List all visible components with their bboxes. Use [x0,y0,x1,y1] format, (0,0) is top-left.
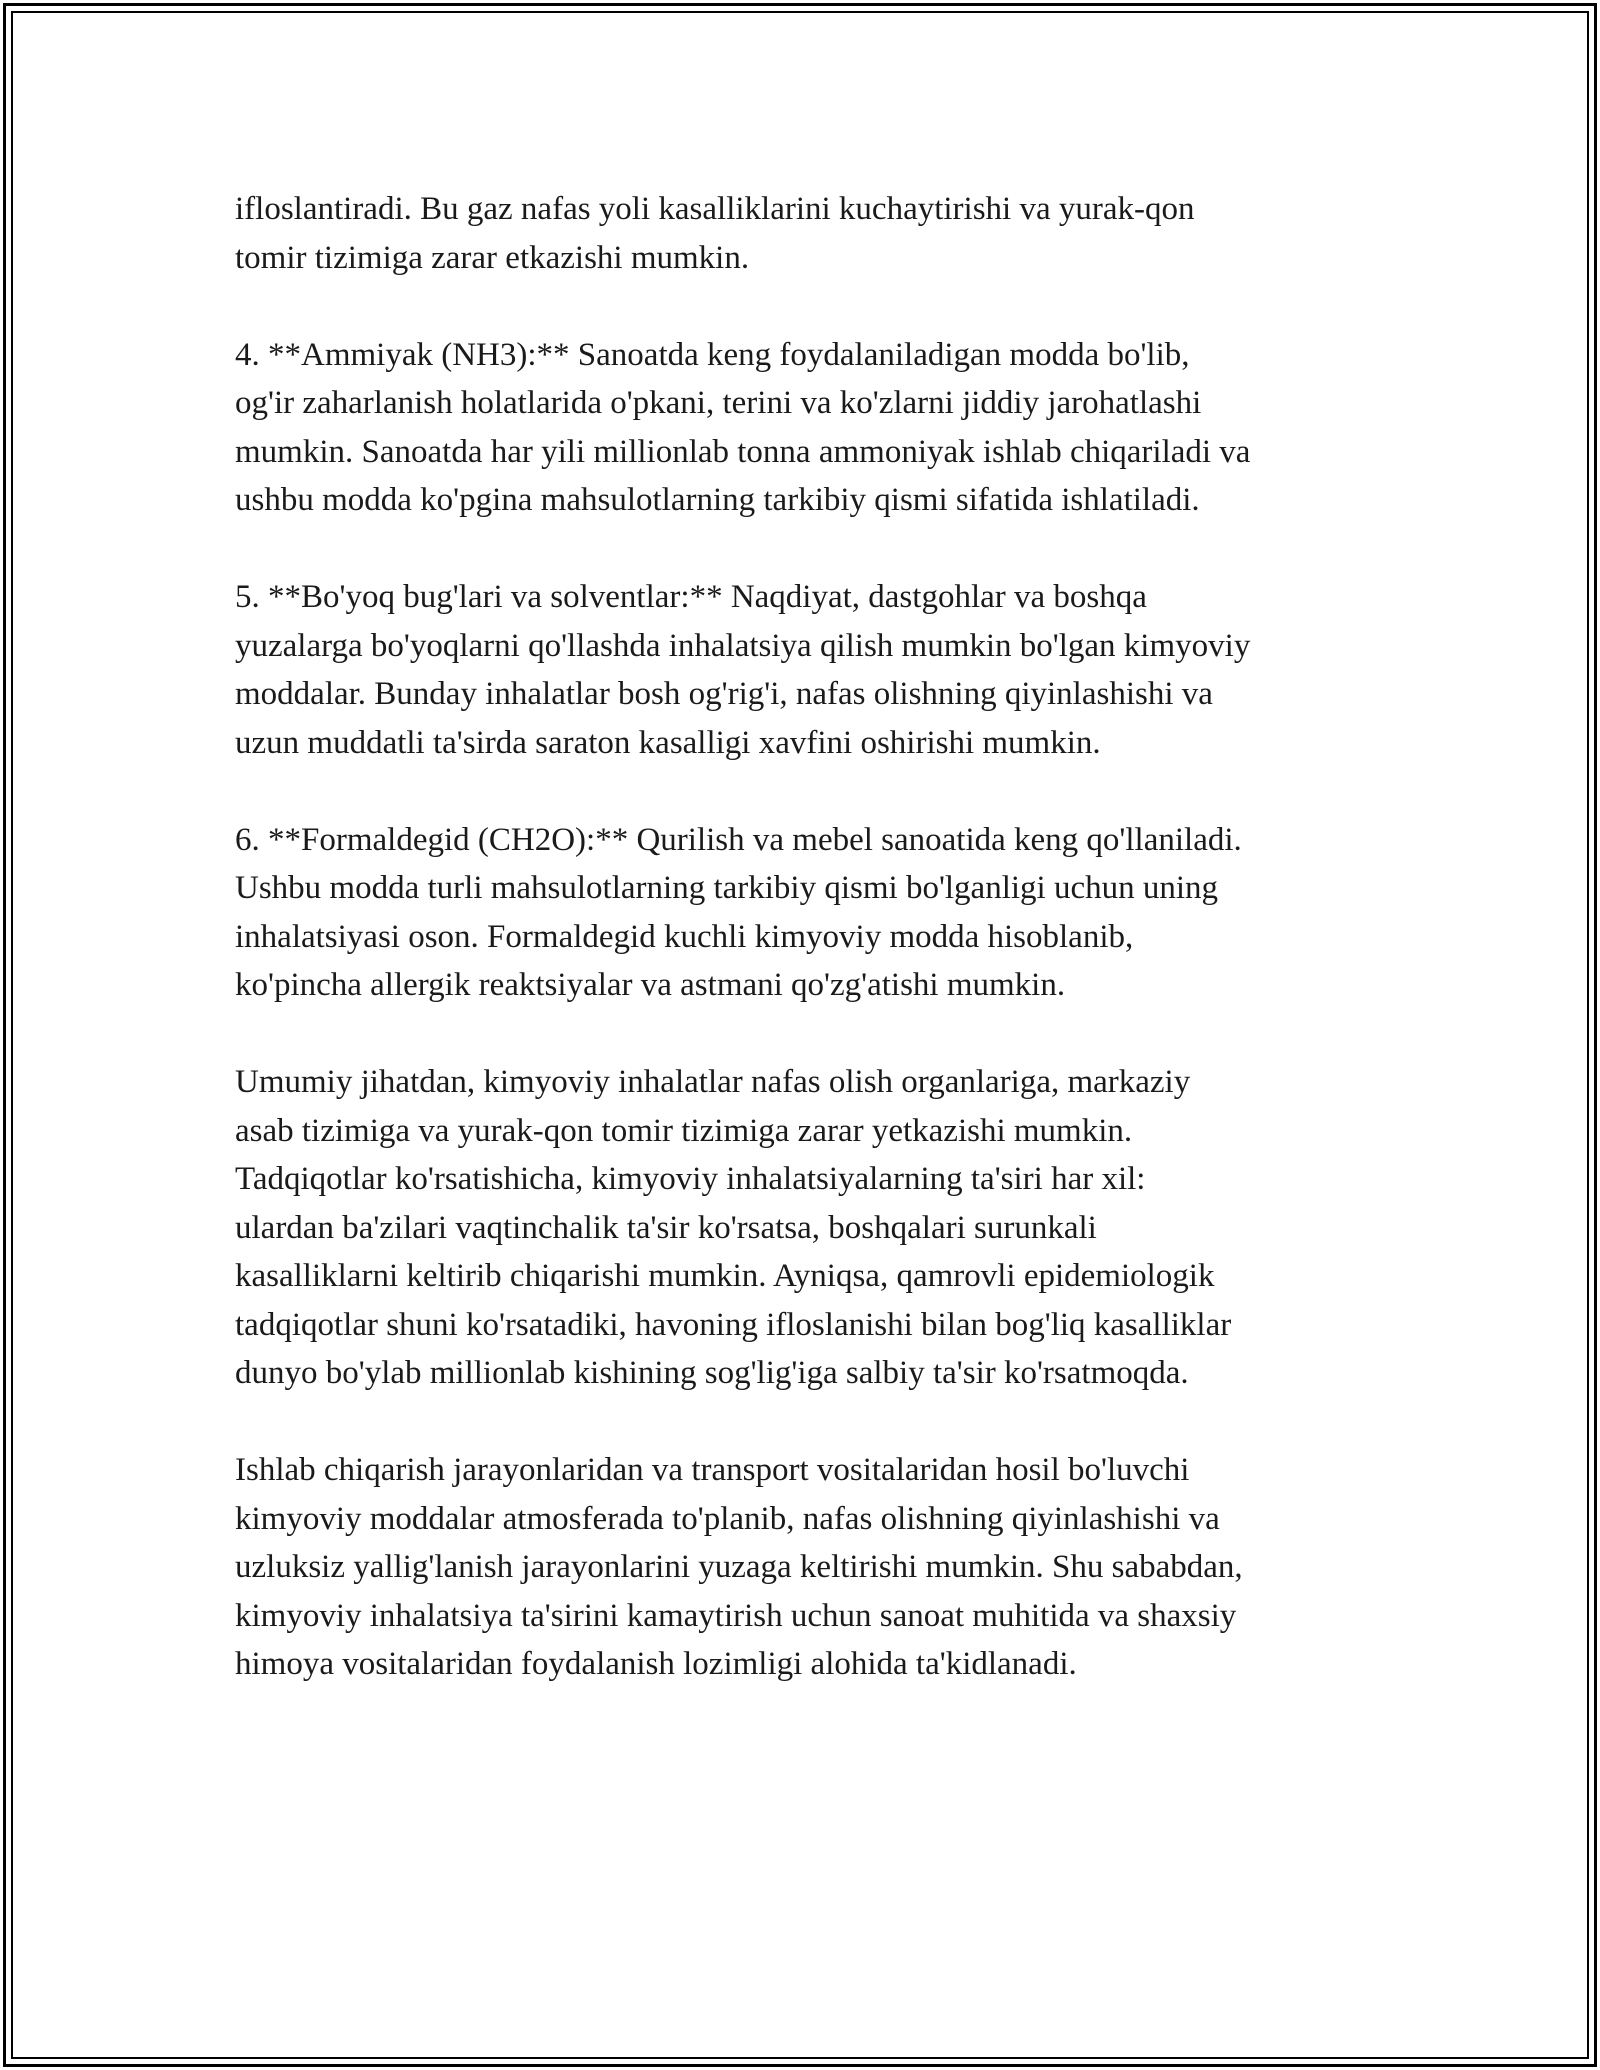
text-line: og'ir zaharlanish holatlarida o'pkani, terini va ko'zlarni jiddiy jarohatlashi [235,385,1202,421]
document-body [235,185,1395,1737]
text-line: 6. **Formaldegid (CH2O):** Qurilish va mebel sanoatida keng qo'llaniladi. [235,821,1242,858]
paragraph-umumiy [235,1058,1395,1398]
text-line: tadqiqotlar shuni ko'rsatadiki, havoning ifloslanishi bilan bog'liq kasalliklar [235,1306,1232,1343]
text-line: yuzalarga bo'yoqlarni qo'llashda inhalatsiya qilish mumkin bo'lgan kimyoviy [235,627,1251,664]
text-line: 4. **Ammiyak (NH3):** Sanoatda keng foydalaniladigan modda bo'lib, [235,336,1190,373]
text-line: himoya vositalaridan foydalanish lozimligi alohida ta'kidlanadi. [235,1646,1077,1682]
text-line: Tadqiqotlar ko'rsatishicha, kimyoviy inhalatsiyalarning ta'siri har xil: [235,1161,1146,1197]
text-line: moddalar. Bunday inhalatlar bosh og'rig'i, nafas olishning qiyinlashishi va [235,676,1213,712]
text-line: ifloslantiradi. Bu gaz nafas yoli kasalliklarini kuchaytirishi va yurak-qon [235,191,1195,227]
text-line: kimyoviy inhalatsiya ta'sirini kamaytirish uchun sanoat muhitida va shaxsiy [235,1597,1237,1634]
paragraph-boyoq [235,573,1395,767]
text-line: ushbu modda ko'pgina mahsulotlarning tarkibiy qismi sifatida ishlatiladi. [235,482,1200,518]
text-line: Umumiy jihatdan, kimyoviy inhalatlar nafas olish organlariga, markaziy [235,1064,1191,1100]
text-line: ulardan ba'zilari vaqtinchalik ta'sir ko'rsatsa, boshqalari surunkali [235,1209,1097,1246]
text-line: kasalliklarni keltirib chiqarishi mumkin. Ayniqsa, qamrovli epidemiologik [235,1258,1215,1294]
text-line: kimyoviy moddalar atmosferada to'planib, nafas olishning qiyinlashishi va [235,1500,1220,1537]
text-line: Ushbu modda turli mahsulotlarning tarkibiy qismi bo'lganligi uchun uning [235,870,1219,906]
text-line: Ishlab chiqarish jarayonlaridan va transport vositalaridan hosil bo'luvchi [235,1452,1190,1488]
paragraph-formaldegid [235,816,1395,1010]
text-line: uzluksiz yallig'lanish jarayonlarini yuzaga keltirishi mumkin. Shu sababdan, [235,1549,1243,1585]
text-line: mumkin. Sanoatda har yili millionlab tonna ammoniyak ishlab chiqariladi va [235,433,1251,470]
paragraph-continuation [235,185,1395,282]
paragraph-ammiyak [235,331,1395,525]
paragraph-ishlab [235,1446,1395,1689]
text-line: tomir tizimiga zarar etkazishi mumkin. [235,239,750,276]
text-line: asab tizimiga va yurak-qon tomir tizimiga zarar yetkazishi mumkin. [235,1112,1133,1149]
text-line: inhalatsiyasi oson. Formaldegid kuchli kimyoviy modda hisoblanib, [235,918,1134,955]
text-line: 5. **Bo'yoq bug'lari va solventlar:** Naqdiyat, dastgohlar va boshqa [235,579,1147,615]
text-line: dunyo bo'ylab millionlab kishining sog'lig'iga salbiy ta'sir ko'rsatmoqda. [235,1355,1189,1391]
text-line: ko'pincha allergik reaktsiyalar va astmani qo'zg'atishi mumkin. [235,967,1066,1003]
text-line: uzun muddatli ta'sirda saraton kasalligi xavfini oshirishi mumkin. [235,724,1101,761]
